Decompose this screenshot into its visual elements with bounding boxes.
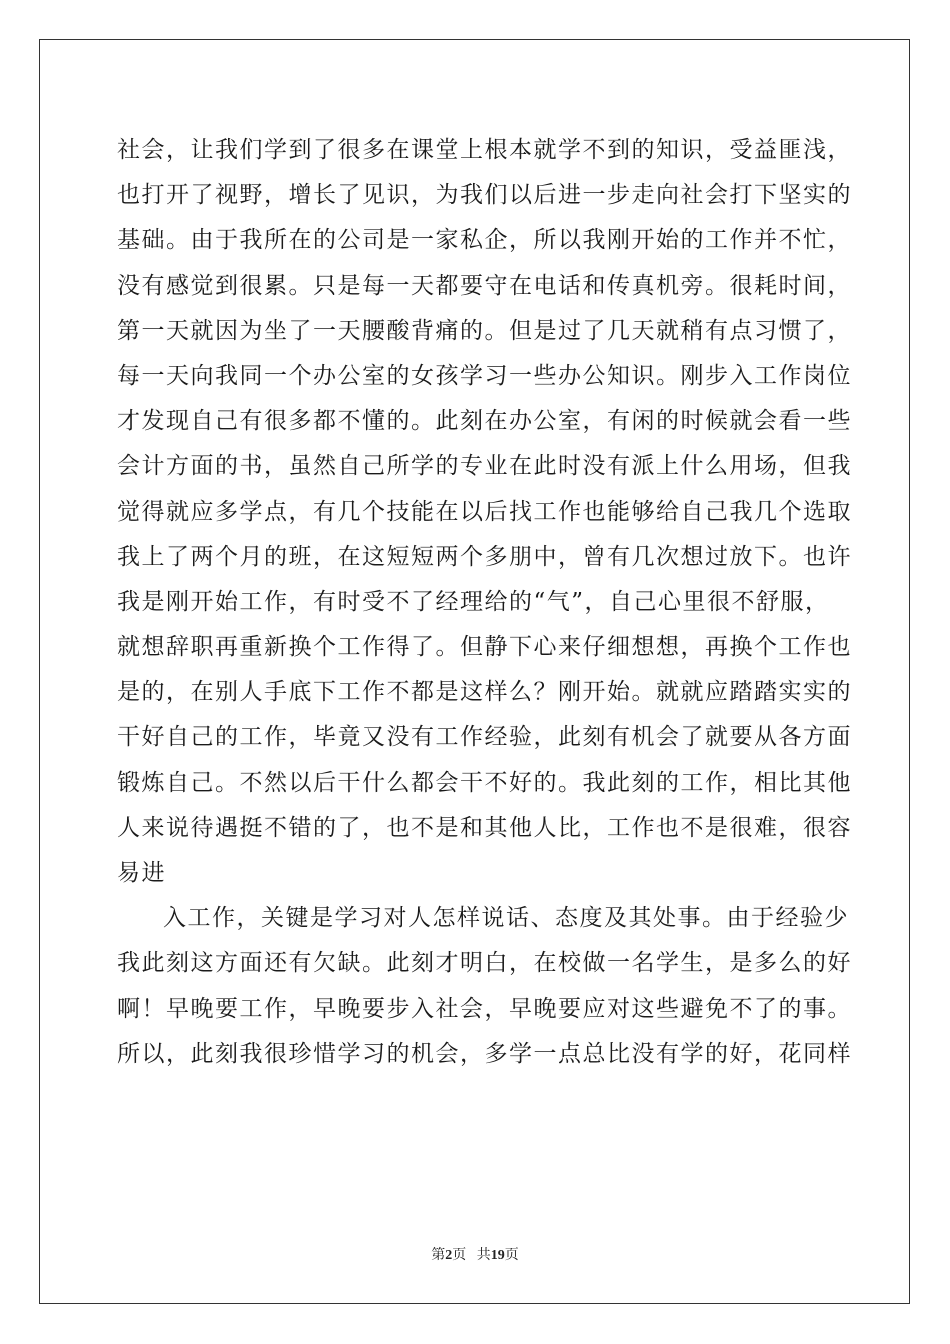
text-line: 干好自己的工作，毕竟又没有工作经验，此刻有机会了就要从各方面: [117, 724, 852, 751]
text-line: 所以，此刻我很珍惜学习的机会，多学一点总比没有学的好，花同样: [117, 1040, 852, 1067]
paragraph-first-line: 入工作，关键是学习对人怎样说话、态度及其处事。由于经验少: [163, 905, 849, 932]
text-line: 是的，在别人手底下工作不都是这样么？刚开始。就就应踏踏实实的: [117, 679, 852, 706]
text-line: 才发现自己有很多都不懂的。此刻在办公室，有闲的时候就会看一些: [117, 408, 852, 435]
page-number: 2: [445, 1248, 453, 1263]
total-prefix: 共: [476, 1248, 491, 1263]
text-line: 易进: [117, 860, 166, 886]
text-line: 会计方面的书，虽然自己所学的专业在此时没有派上什么用场，但我: [117, 453, 852, 480]
text-line: 啊！早晚要工作，早晚要步入社会，早晚要应对这些避免不了的事。: [117, 995, 852, 1022]
text-line: 锻炼自己。不然以后干什么都会干不好的。我此刻的工作，相比其他: [117, 769, 852, 796]
text-line: 我此刻这方面还有欠缺。此刻才明白，在校做一名学生，是多么的好: [117, 950, 852, 977]
total-pages: 19: [490, 1248, 505, 1263]
page-footer: [0, 1244, 950, 1264]
text-line: 第一天就因为坐了一天腰酸背痛的。但是过了几天就稍有点习惯了，: [117, 317, 852, 344]
text-line: 没有感觉到很累。只是每一天都要守在电话和传真机旁。很耗时间，: [117, 272, 852, 299]
document-body: [117, 128, 852, 1077]
text-line: 基础。由于我所在的公司是一家私企，所以我刚开始的工作并不忙，: [117, 227, 852, 254]
text-line: 我上了两个月的班，在这短短两个多朋中，曾有几次想过放下。也许: [117, 543, 852, 570]
text-line: 社会，让我们学到了很多在课堂上根本就学不到的知识，受益匪浅，: [117, 137, 852, 163]
text-line: 我是刚开始工作，有时受不了经理给的“气”，自己心里很不舒服，: [117, 588, 830, 615]
text-line: 也打开了视野，增长了见识，为我们以后进一步走向社会打下坚实的: [117, 182, 852, 209]
total-suffix: 页: [504, 1248, 519, 1263]
text-line: 就想辞职再重新换个工作得了。但静下心来仔细想想，再换个工作也: [117, 634, 852, 661]
text-line: 人来说待遇挺不错的了，也不是和其他人比，工作也不是很难，很容: [117, 814, 852, 841]
page-prefix: 第: [431, 1248, 446, 1263]
text-line: 每一天向我同一个办公室的女孩学习一些办公知识。刚步入工作岗位: [117, 362, 852, 389]
page-suffix: 页: [452, 1248, 467, 1263]
text-line: 觉得就应多学点，有几个技能在以后找工作也能够给自己我几个选取: [117, 498, 852, 525]
